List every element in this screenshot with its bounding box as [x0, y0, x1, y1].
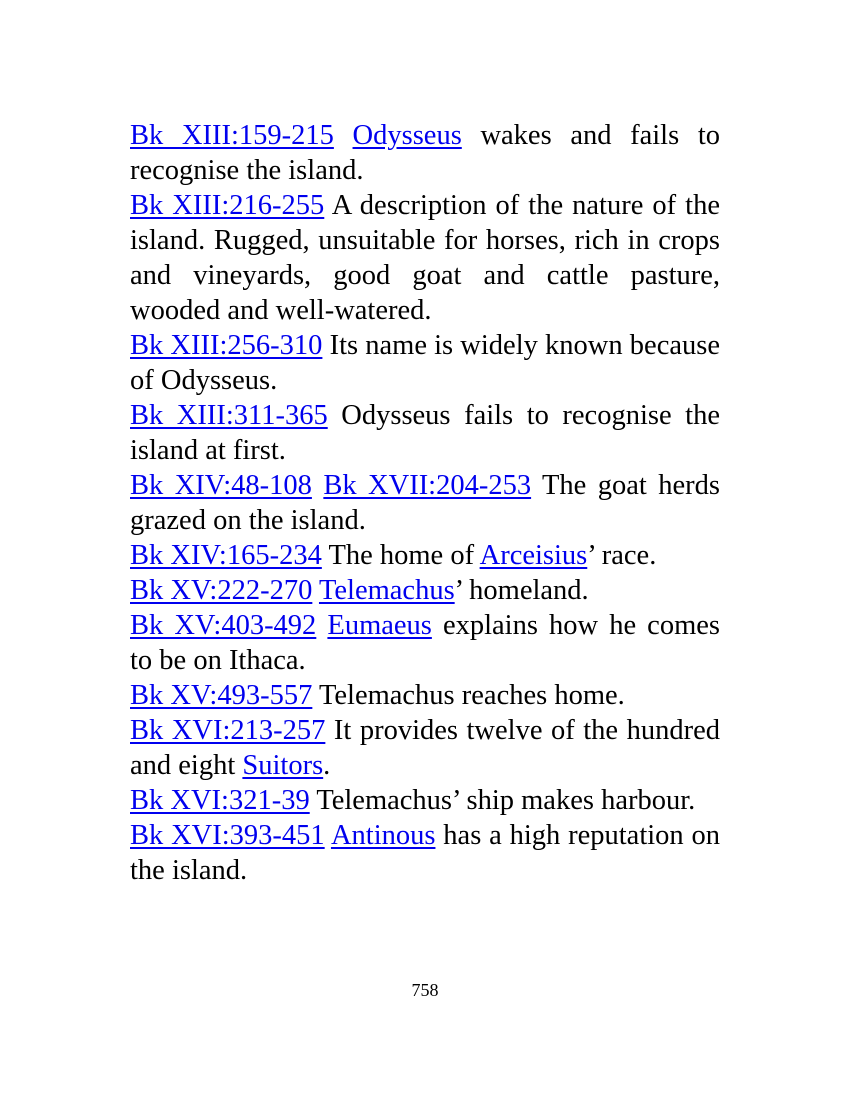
entry-text: [316, 610, 327, 641]
index-entry: [130, 118, 720, 188]
reference-link[interactable]: Bk XV:403-492: [130, 610, 317, 641]
reference-link[interactable]: Bk XV:222-270: [130, 575, 313, 606]
index-entry: [130, 328, 720, 398]
entry-text: wakes and fails to recognise the island.: [130, 120, 720, 186]
index-entry: [130, 398, 720, 468]
entry-text: has a high reputation on the island.: [130, 820, 720, 886]
index-entry: [130, 608, 720, 678]
reference-link[interactable]: Bk XV:493-557: [130, 680, 313, 711]
entry-text: .: [323, 750, 331, 781]
document-body: [130, 118, 720, 888]
reference-link[interactable]: Bk XIII:159-215: [130, 120, 334, 151]
entry-text: ’ race.: [587, 540, 657, 571]
entry-text: Odysseus fails to recognise the island at first.: [130, 400, 720, 466]
index-entry: [130, 538, 720, 573]
reference-link[interactable]: Bk XVI:321-39: [130, 785, 310, 816]
reference-link[interactable]: Bk XVII:204-253: [323, 470, 532, 501]
reference-link[interactable]: Bk XIII:256-310: [130, 330, 323, 361]
reference-link[interactable]: Bk XVI:213-257: [130, 715, 326, 746]
entry-text: ’ homeland.: [454, 575, 589, 606]
reference-link[interactable]: Bk XIV:165-234: [130, 540, 322, 571]
entry-text: explains how he comes to be on Ithaca.: [130, 610, 720, 676]
page-number: 758: [411, 980, 439, 1000]
entry-text: It provides twelve of the hundred and eight: [130, 715, 720, 781]
reference-link[interactable]: Antinous: [330, 820, 436, 851]
entry-text: The goat herds grazed on the island.: [130, 470, 720, 536]
reference-link[interactable]: Arceisius: [479, 540, 588, 571]
reference-link[interactable]: Bk XIV:48-108: [130, 470, 312, 501]
index-entry: [130, 468, 720, 538]
reference-link[interactable]: Bk XIII:311-365: [130, 400, 328, 431]
reference-link[interactable]: Bk XVI:393-451: [130, 820, 325, 851]
entry-text: [334, 120, 353, 151]
entry-text: Telemachus reaches home.: [312, 680, 625, 711]
entry-text: [312, 470, 323, 501]
reference-link[interactable]: Odysseus: [352, 120, 462, 151]
entry-text: The home of: [321, 540, 480, 571]
entry-text: Telemachus’ ship makes harbour.: [309, 785, 696, 816]
reference-link[interactable]: Bk XIII:216-255: [130, 190, 325, 221]
index-entry: [130, 818, 720, 888]
index-entry: [130, 783, 720, 818]
index-entry: [130, 678, 720, 713]
index-entry: [130, 573, 720, 608]
reference-link[interactable]: Eumaeus: [327, 610, 432, 641]
reference-link[interactable]: Suitors: [242, 750, 324, 781]
entry-text: [312, 575, 319, 606]
index-entry: [130, 713, 720, 783]
entry-text: A description of the nature of the island. Rugged, unsuitable for horses, rich in crops and vineyards, good goat and cattle pasture, wooded and well-watered.: [130, 190, 720, 326]
reference-link[interactable]: Telemachus: [318, 575, 455, 606]
index-entry: [130, 188, 720, 328]
entry-text: Its name is widely known because of Odysseus.: [130, 330, 720, 396]
